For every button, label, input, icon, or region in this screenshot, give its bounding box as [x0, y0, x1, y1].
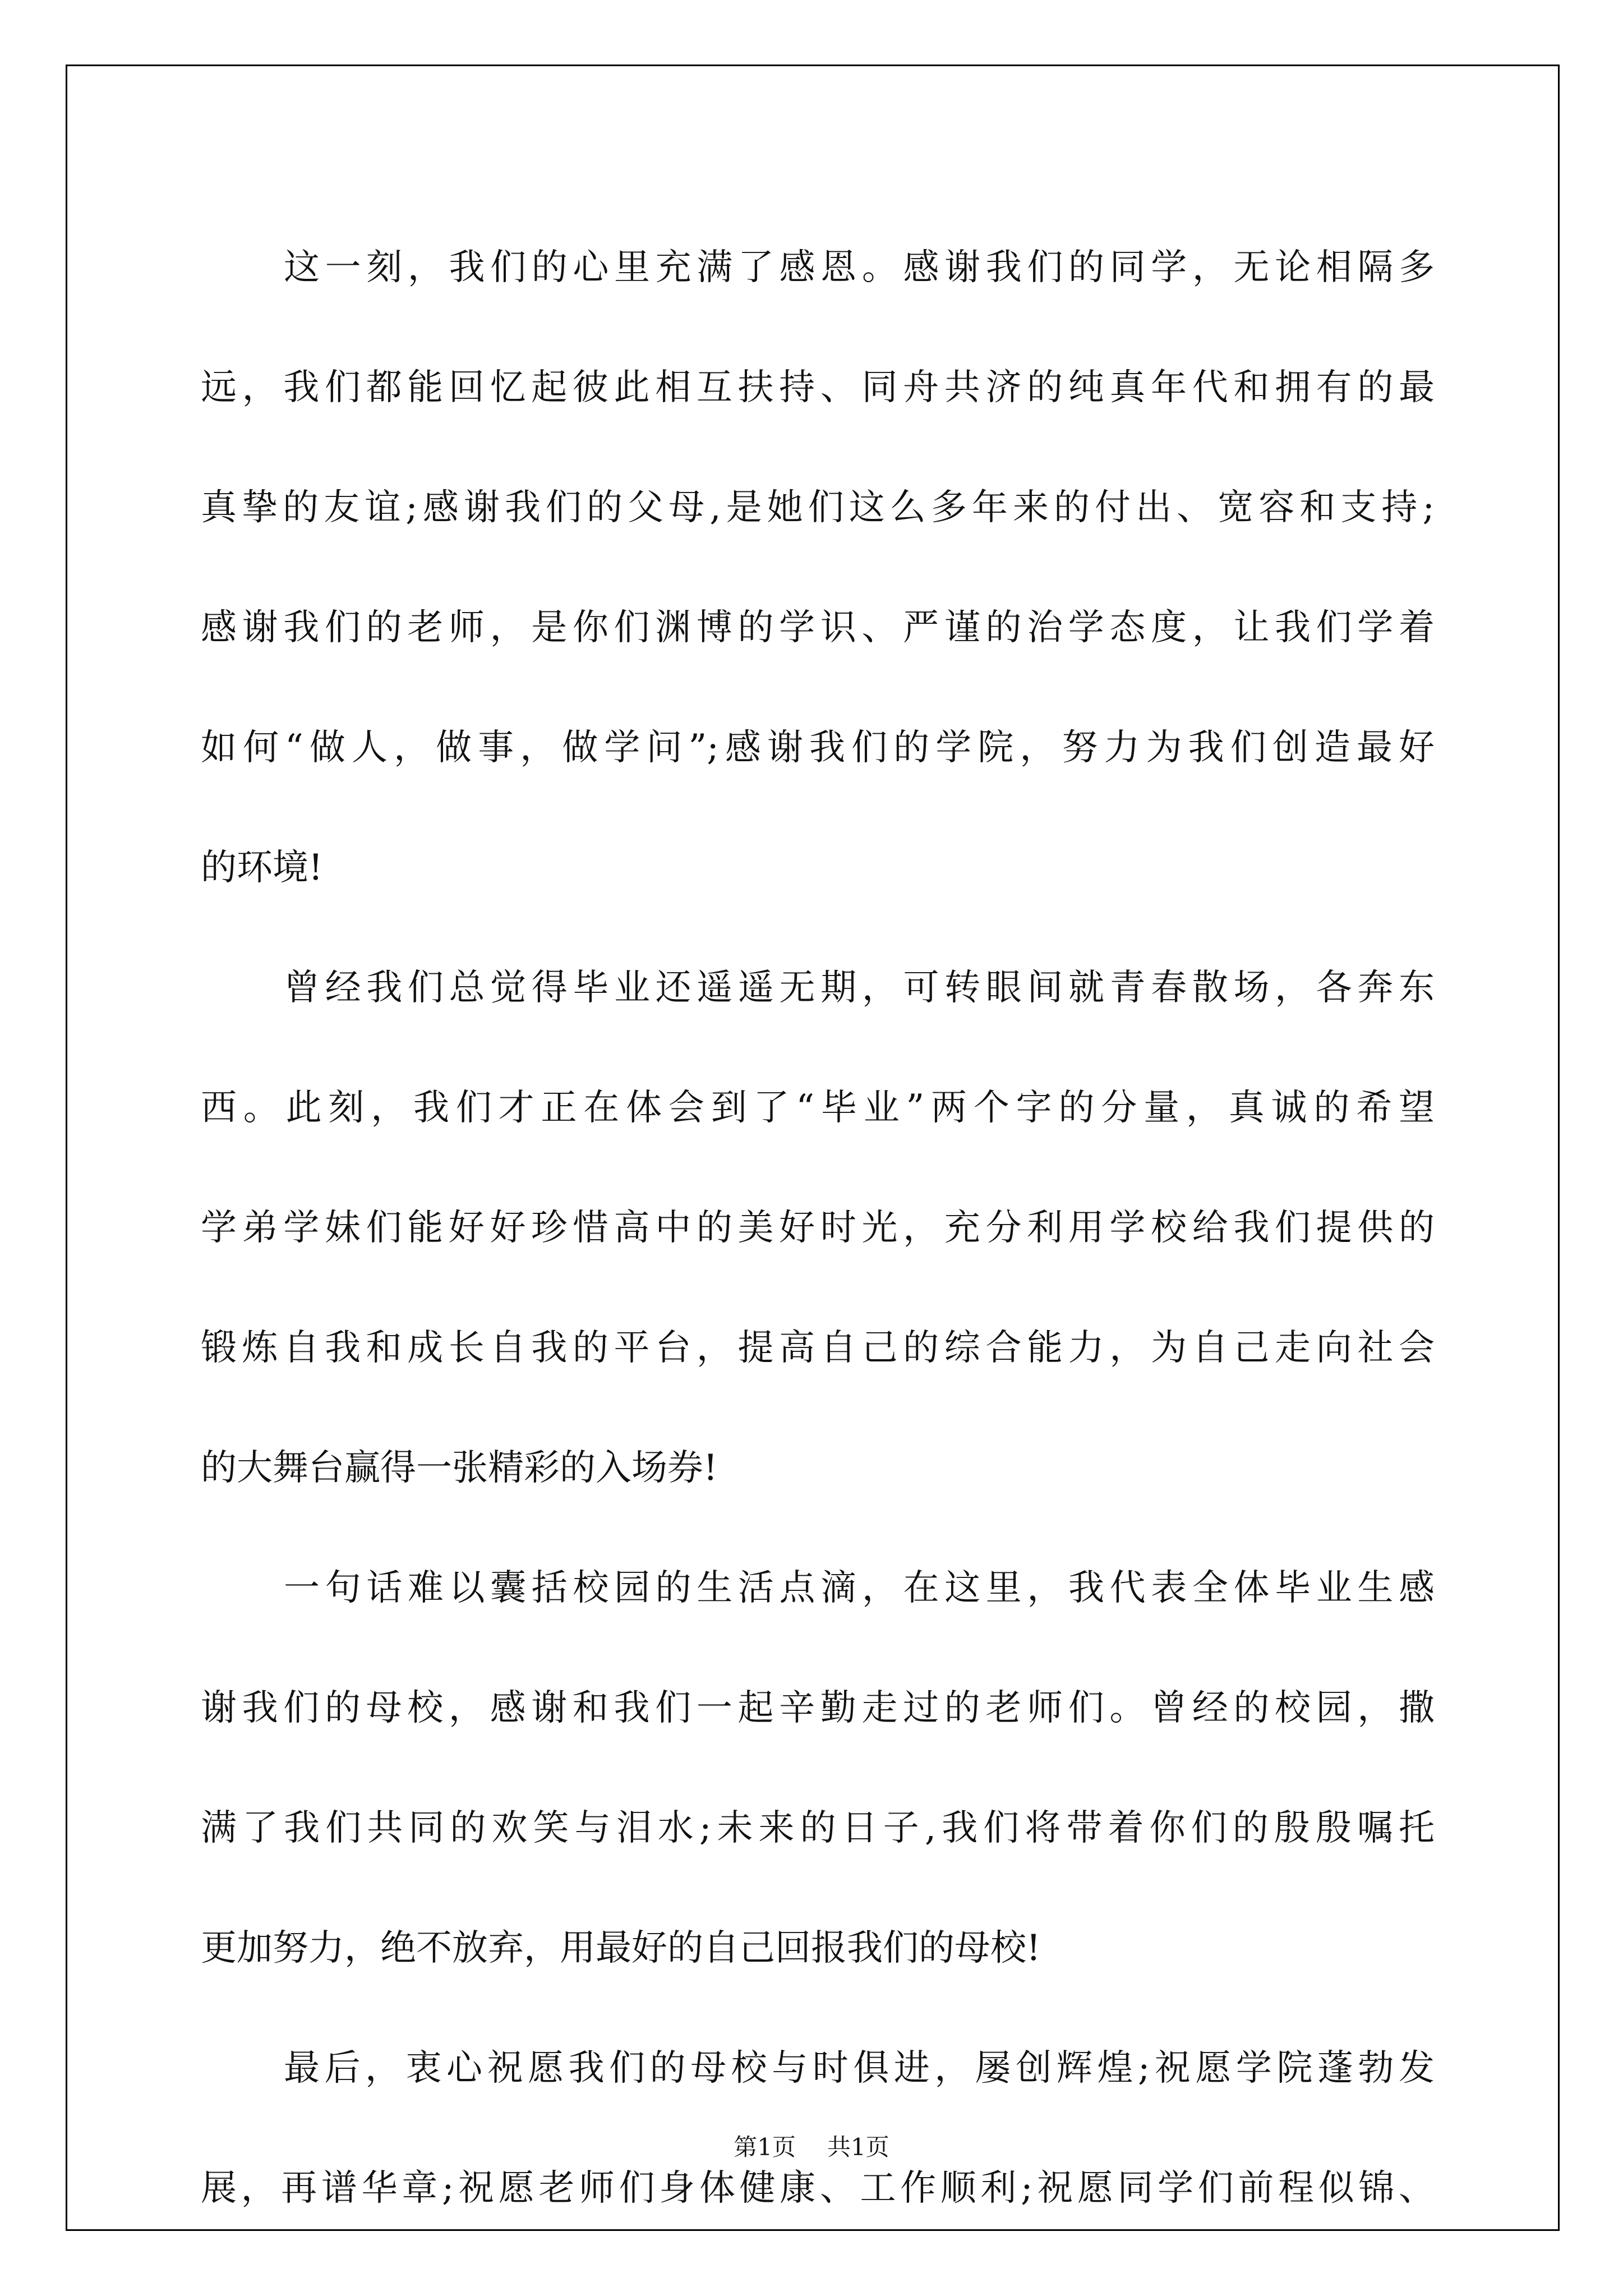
paragraph-1-line-2: 远，我们都能回忆起彼此相互扶持、同舟共济的纯真年代和拥有的最 — [201, 367, 1435, 408]
paragraph-3-line-1: 一句话难以囊括校园的生活点滴，在这里，我代表全体毕业生感 — [284, 1567, 1435, 1609]
paragraph-2-line-3: 学弟学妹们能好好珍惜高中的美好时光，充分利用学校给我们提供的 — [201, 1207, 1435, 1249]
document-body — [201, 208, 1435, 2248]
paragraph-3-line-2: 谢我们的母校，感谢和我们一起辛勤走过的老师们。曾经的校园，撒 — [201, 1687, 1435, 1729]
paragraph-3-line-3: 满了我们共同的欢笑与泪水;未来的日子,我们将带着你们的殷殷嘱托 — [201, 1807, 1435, 1849]
paragraph-2-line-1: 曾经我们总觉得毕业还遥遥无期，可转眼间就青春散场，各奔东 — [284, 967, 1435, 1009]
paragraph-1-line-1: 这一刻，我们的心里充满了感恩。感谢我们的同学，无论相隔多 — [284, 247, 1435, 288]
paragraph-1-line-5: 如何“做人，做事，做学问”;感谢我们的学院，努力为我们创造最好 — [201, 727, 1435, 769]
paragraph-2-line-4: 锻炼自我和成长自我的平台，提高自己的综合能力，为自己走向社会 — [201, 1327, 1435, 1369]
paragraph-2-line-5: 的大舞台赢得一张精彩的入场券! — [201, 1447, 718, 1489]
paragraph-1-line-3: 真挚的友谊;感谢我们的父母,是她们这么多年来的付出、宽容和支持; — [201, 487, 1435, 528]
page-footer — [0, 2129, 1623, 2162]
page-total: 共1页 — [827, 2133, 889, 2161]
paragraph-3-line-4: 更加努力，绝不放弃，用最好的自己回报我们的母校! — [201, 1927, 1041, 1969]
paragraph-1-line-4: 感谢我们的老师，是你们渊博的学识、严谨的治学态度，让我们学着 — [201, 607, 1435, 648]
paragraph-4-line-2: 展，再谱华章;祝愿老师们身体健康、工作顺利;祝愿同学们前程似锦、 — [201, 2168, 1435, 2209]
paragraph-1-line-6: 的环境! — [201, 847, 323, 889]
paragraph-4-line-1: 最后，衷心祝愿我们的母校与时俱进，屡创辉煌;祝愿学院蓬勃发 — [284, 2047, 1435, 2089]
page-number: 第1页 — [734, 2133, 796, 2161]
paragraph-2-line-2: 西。此刻，我们才正在体会到了“毕业”两个字的分量，真诚的希望 — [201, 1087, 1435, 1129]
